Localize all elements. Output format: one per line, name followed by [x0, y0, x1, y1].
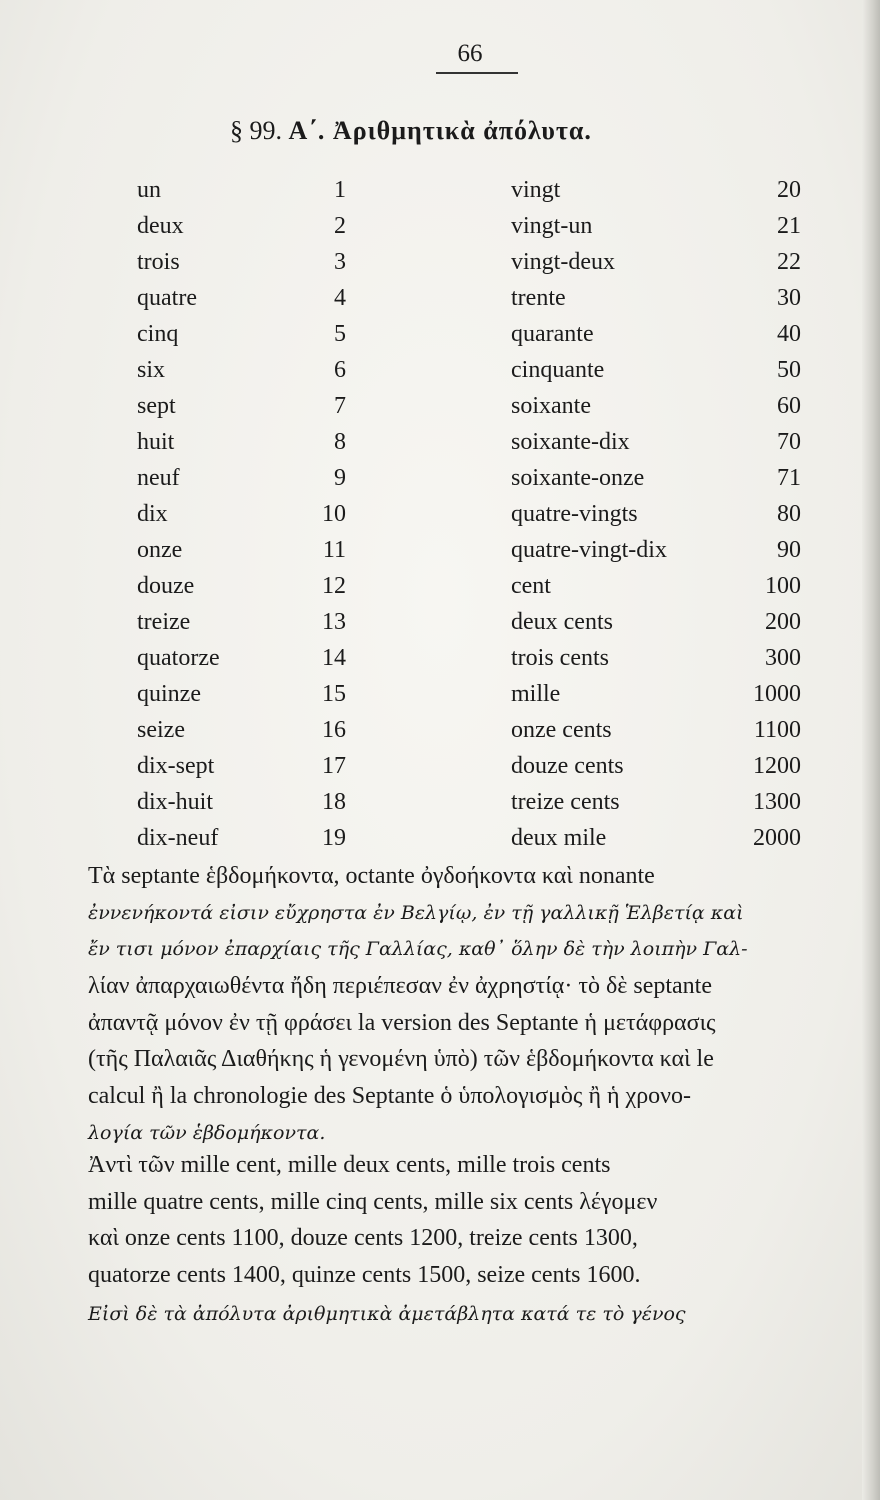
- numeral-word: deux: [137, 213, 184, 239]
- numeral-word: soixante: [511, 393, 591, 419]
- text-line: καὶ onze cents 1100, douze cents 1200, treize cents 1300,: [88, 1225, 638, 1252]
- section-number: § 99.: [230, 116, 282, 145]
- numeral-word: soixante-onze: [511, 465, 645, 491]
- numeral-value: 80: [777, 501, 801, 527]
- table-row: [0, 573, 880, 609]
- numeral-value: 1100: [753, 717, 801, 743]
- numeral-word: vingt: [511, 177, 561, 203]
- numeral-word: vingt-un: [511, 213, 593, 239]
- numeral-word: cinq: [137, 321, 179, 347]
- text-line: (τῆς Παλαιᾶς Διαθήκης ἡ γενομένη ὑπὸ) τῶν ἑβδομήκοντα καὶ le: [88, 1046, 714, 1073]
- numeral-word: quatorze: [137, 645, 220, 671]
- numeral-word: quatre-vingt-dix: [511, 537, 667, 563]
- text-line: quatorze cents 1400, quinze cents 1500, seize cents 1600.: [88, 1262, 641, 1289]
- numeral-value: 17: [322, 753, 346, 779]
- numeral-word: cinquante: [511, 357, 605, 383]
- table-row: [0, 465, 880, 501]
- numeral-word: douze cents: [511, 753, 624, 779]
- numeral-word: treize: [137, 609, 191, 635]
- numeral-value: 21: [777, 213, 801, 239]
- table-row: [0, 177, 880, 213]
- paragraph-septante: [88, 858, 846, 1152]
- numeral-word: cent: [511, 573, 551, 599]
- numeral-word: quarante: [511, 321, 594, 347]
- numeral-value: 11: [322, 537, 346, 563]
- numeral-word: trois: [137, 249, 180, 275]
- text-line: Τὰ septante ἑβδομήκοντα, octante ὀγδοήκοντα καὶ nonante: [88, 863, 655, 889]
- numeral-value: 14: [322, 645, 346, 671]
- table-row: [0, 537, 880, 573]
- numeral-word: dix-sept: [137, 753, 215, 779]
- numeral-value: 10: [322, 501, 346, 527]
- numeral-word: six: [137, 357, 166, 383]
- numeral-value: 60: [777, 393, 801, 419]
- text-line: ἔν τισι μόνον ἐπαρχίαις τῆς Γαλλίας, καθ᾽ ὅλην δὲ τὴν λοιπὴν Γαλ-: [88, 938, 748, 961]
- numeral-value: 8: [334, 429, 346, 455]
- numeral-word: onze cents: [511, 717, 612, 743]
- text-line: ἀπαντᾷ μόνον ἐν τῇ φράσει la version des Septante ἡ μετάφρασις: [88, 1009, 716, 1036]
- numeral-word: dix-huit: [137, 789, 213, 815]
- paragraph-invariable: [88, 1296, 846, 1333]
- numeral-value: 7: [334, 393, 346, 419]
- table-row: [0, 717, 880, 753]
- numeral-value: 12: [322, 573, 346, 599]
- numeral-value: 50: [777, 357, 801, 383]
- numeral-value: 20: [777, 177, 801, 203]
- page-number-rule: [436, 72, 518, 74]
- numeral-value: 2: [334, 213, 346, 239]
- numeral-value: 1200: [753, 753, 801, 779]
- numeral-word: sept: [137, 393, 176, 419]
- numeral-word: quinze: [137, 681, 201, 707]
- numeral-word: quatre-vingts: [511, 501, 638, 527]
- numeral-value: 100: [765, 573, 801, 599]
- numeral-word: douze: [137, 573, 195, 599]
- numeral-value: 30: [777, 285, 801, 311]
- table-row: [0, 753, 880, 789]
- numeral-value: 9: [334, 465, 346, 491]
- numeral-value: 4: [334, 285, 346, 311]
- table-row: [0, 609, 880, 645]
- numeral-value: 1: [334, 177, 346, 203]
- numeral-value: 2000: [753, 825, 801, 851]
- table-row: [0, 501, 880, 537]
- numeral-value: 71: [777, 465, 801, 491]
- numeral-value: 15: [322, 681, 346, 707]
- numeral-value: 16: [322, 717, 346, 743]
- text-line: λογία τῶν ἑβδομήκοντα.: [88, 1121, 326, 1144]
- numeral-word: mille: [511, 681, 561, 707]
- numeral-word: deux cents: [511, 609, 613, 635]
- table-row: [0, 789, 880, 825]
- numeral-word: neuf: [137, 465, 180, 491]
- numeral-word: quatre: [137, 285, 197, 311]
- text-line: mille quatre cents, mille cinq cents, mille six cents λέγομεν: [88, 1188, 658, 1215]
- numeral-word: seize: [137, 717, 185, 743]
- table-row: [0, 825, 880, 861]
- numeral-value: 300: [765, 645, 801, 671]
- numeral-value: 1300: [753, 789, 801, 815]
- paragraph-mille: [88, 1147, 846, 1294]
- numeral-word: dix: [137, 501, 168, 527]
- numeral-word: treize cents: [511, 789, 620, 815]
- numeral-value: 1000: [753, 681, 801, 707]
- table-row: [0, 285, 880, 321]
- section-heading: [230, 116, 710, 146]
- numeral-value: 90: [777, 537, 801, 563]
- text-line: Εἰσὶ δὲ τὰ ἀπόλυτα ἀριθμητικὰ ἀμετάβλητα κατά τε τὸ γένος: [88, 1303, 686, 1325]
- numeral-word: un: [137, 177, 161, 203]
- numeral-word: huit: [137, 429, 175, 455]
- numeral-value: 6: [334, 357, 346, 383]
- table-row: [0, 681, 880, 717]
- table-row: [0, 393, 880, 429]
- numeral-value: 19: [322, 825, 346, 851]
- text-line: calcul ἢ la chronologie des Septante ὁ ὑπολογισμὸς ἢ ἡ χρονο-: [88, 1083, 692, 1110]
- numeral-value: 3: [334, 249, 346, 275]
- numeral-value: 40: [777, 321, 801, 347]
- text-line: λίαν ἀπαρχαιωθέντα ἤδη περιέπεσαν ἐν ἀχρηστίᾳ· τὸ δὲ septante: [88, 973, 712, 1000]
- numeral-word: trente: [511, 285, 566, 311]
- table-row: [0, 429, 880, 465]
- table-row: [0, 357, 880, 393]
- text-line: Ἀντὶ τῶν mille cent, mille deux cents, mille trois cents: [88, 1152, 611, 1178]
- text-line: ἐννενήκοντά εἰσιν εὔχρηστα ἐν Βελγίῳ, ἐν τῇ γαλλικῇ Ἑλβετίᾳ καὶ: [88, 901, 744, 924]
- numeral-word: deux mile: [511, 825, 607, 851]
- numeral-word: onze: [137, 537, 183, 563]
- table-row: [0, 321, 880, 357]
- numeral-value: 5: [334, 321, 346, 347]
- table-row: [0, 645, 880, 681]
- page-number: 66: [457, 40, 483, 67]
- numeral-word: vingt-deux: [511, 249, 615, 275]
- numeral-value: 200: [765, 609, 801, 635]
- numeral-value: 70: [777, 429, 801, 455]
- table-row: [0, 249, 880, 285]
- numeral-value: 13: [322, 609, 346, 635]
- numeral-value: 18: [322, 789, 346, 815]
- section-title: Α΄. Ἀριθμητικὰ ἀπόλυτα.: [288, 116, 592, 145]
- numeral-word: dix-neuf: [137, 825, 219, 851]
- numeral-word: trois cents: [511, 645, 609, 671]
- numeral-value: 22: [777, 249, 801, 275]
- numeral-word: soixante-dix: [511, 429, 630, 455]
- table-row: [0, 213, 880, 249]
